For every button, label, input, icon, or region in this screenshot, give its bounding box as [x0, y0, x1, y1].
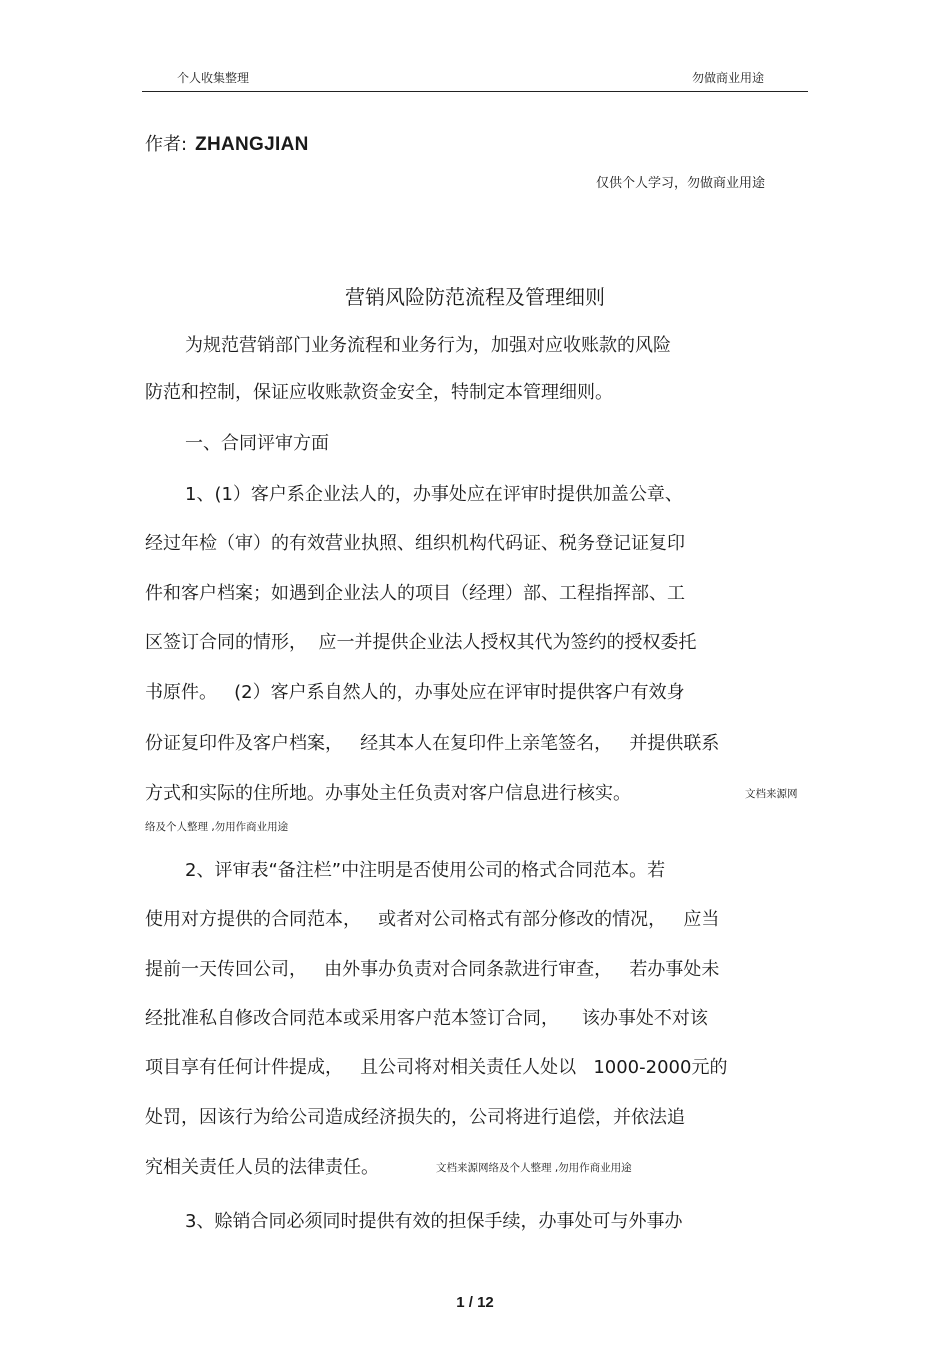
author-line	[145, 130, 309, 156]
source-watermark: 络及个人整理 ,勿用作商业用途	[145, 821, 289, 833]
header-left-text: 个人收集整理	[177, 71, 250, 85]
body-line: 项目享有任何计件提成， 且公司将对相关责任人处以 1000-2000元的	[145, 1057, 728, 1078]
body-line: 1、(1）客户系企业法人的，办事处应在评审时提供加盖公章、	[185, 484, 683, 505]
body-line: 防范和控制，保证应收账款资金安全，特制定本管理细则。	[145, 382, 613, 403]
author-label: 作者:	[145, 134, 188, 155]
body-line: 方式和实际的住所地。办事处主任负责对客户信息进行核实。	[145, 783, 631, 804]
page-number: 1 / 12	[456, 1294, 494, 1311]
body-line: 究相关责任人员的法律责任。	[145, 1157, 379, 1178]
body-line: 经批准私自修改合同范本或采用客户范本签订合同， 该办事处不对该	[145, 1008, 708, 1029]
body-line: 2、评审表“备注栏”中注明是否使用公司的格式合同范本。若	[185, 860, 666, 881]
body-line: 3、赊销合同必须同时提供有效的担保手续，办事处可与外事办	[185, 1211, 683, 1232]
author-name: ZHANGJIAN	[195, 134, 309, 155]
section-heading: 一、合同评审方面	[185, 433, 329, 454]
body-line: 处罚，因该行为给公司造成经济损失的，公司将进行追偿，并依法追	[145, 1107, 685, 1128]
usage-notice: 仅供个人学习，勿做商业用途	[595, 176, 765, 191]
header-right-text: 勿做商业用途	[691, 71, 764, 85]
document-title: 营销风险防范流程及管理细则	[345, 285, 605, 309]
source-watermark: 文档来源网	[745, 788, 798, 800]
body-line: 经过年检（审）的有效营业执照、组织机构代码证、税务登记证复印	[145, 533, 685, 554]
body-line: 份证复印件及客户档案， 经其本人在复印件上亲笔签名， 并提供联系	[145, 733, 720, 754]
body-line: 使用对方提供的合同范本， 或者对公司格式有部分修改的情况， 应当	[145, 909, 720, 930]
header-divider	[142, 91, 808, 92]
body-line: 提前一天传回公司， 由外事办负责对合同条款进行审查， 若办事处未	[145, 959, 720, 980]
body-line: 书原件。 (2）客户系自然人的，办事处应在评审时提供客户有效身	[145, 682, 685, 703]
body-line: 区签订合同的情形， 应一并提供企业法人授权其代为签约的授权委托	[145, 632, 697, 653]
source-watermark: 文档来源网络及个人整理 ,勿用作商业用途	[436, 1162, 632, 1174]
body-line: 为规范营销部门业务流程和业务行为，加强对应收账款的风险	[185, 335, 671, 356]
body-line: 件和客户档案；如遇到企业法人的项目（经理）部、工程指挥部、工	[145, 583, 685, 604]
